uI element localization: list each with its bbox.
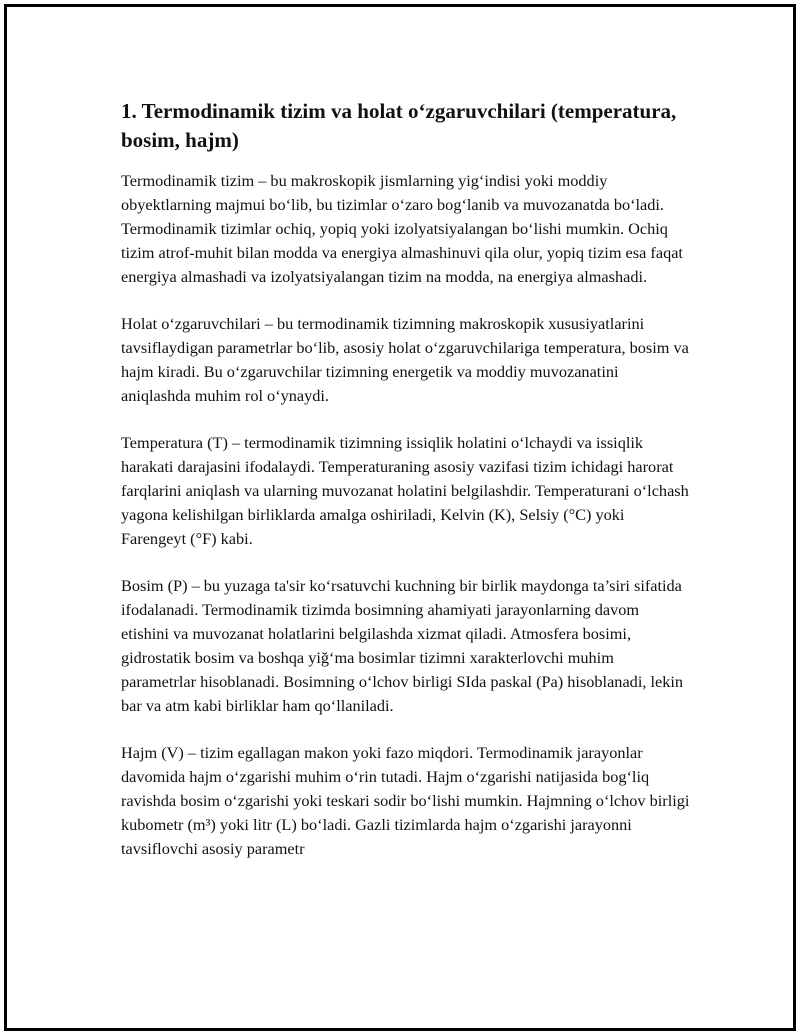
paragraph-volume: Hajm (V) – tizim egallagan makon yoki fazo miqdori. Termodinamik jarayonlar davomida hajm o‘zgarishi muhim o‘rin tutadi. Hajm o‘zgarishi natijasida bog‘liq ravishda bosim o‘zgarishi yoki teskari sodir bo‘lishi mumkin. Hajmning o‘lchov birligi kubometr (m³) yoki litr (L) bo‘ladi. Gazli tizimlarda hajm o‘zgarishi jarayonni tavsiflovchi asosiy parametr [121,743,690,858]
page-frame [4,4,796,1031]
section-heading: 1. Termodinamik tizim va holat o‘zgaruvchilari (temperatura, bosim, hajm) [121,99,677,152]
paragraph-pressure: Bosim (P) – bu yuzaga ta'sir ko‘rsatuvchi kuchning bir birlik maydonga ta’siri sifatida ifodalanadi. Termodinamik tizimda bosimning ahamiyati jarayonlarning davom etishini va muvozanat holatlarini belgilashda xizmat qiladi. Atmosfera bosimi, gidrostatik bosim va boshqa yiğ‘ma bosimlar tizimni xarakterlovchi muhim parametrlar hisoblanadi. Bosimning o‘lchov birligi SIda paskal (Pa) hisoblanadi, lekin bar va atm kabi birliklar ham qo‘llaniladi. [121,576,684,715]
document-body [121,97,691,884]
paragraph-state-variables: Holat o‘zgaruvchilari – bu termodinamik tizimning makroskopik xususiyatlarini tavsiflaydigan parametrlar bo‘lib, asosiy holat o‘zgaruvchilariga temperatura, bosim va hajm kiradi. Bu o‘zgaruvchilar tizimning energetik va moddiy muvozanatini aniqlashda muhim rol o‘ynaydi. [121,314,689,405]
paragraph-thermodynamic-system: Termodinamik tizim – bu makroskopik jismlarning yig‘indisi yoki moddiy obyektlarning majmui bo‘lib, bu tizimlar o‘zaro bog‘lanib va muvozanatda bo‘ladi. Termodinamik tizimlar ochiq, yopiq yoki izolyatsiyalangan bo‘lishi mumkin. Ochiq tizim atrof-muhit bilan modda va energiya almashinuvi qila olur, yopiq tizim esa faqat energiya almashadi va izolyatsiyalangan tizim na modda, na energiya almashadi. [121,171,683,286]
paragraph-temperature: Temperatura (T) – termodinamik tizimning issiqlik holatini o‘lchaydi va issiqlik harakati darajasini ifodalaydi. Temperaturaning asosiy vazifasi tizim ichidagi harorat farqlarini aniqlash va ularning muvozanat holatini belgilashdir. Temperaturani o‘lchash yagona kelishilgan birliklarda amalga oshiriladi, Kelvin (K), Selsiy (°C) yoki Farengeyt (°F) kabi. [121,433,689,548]
